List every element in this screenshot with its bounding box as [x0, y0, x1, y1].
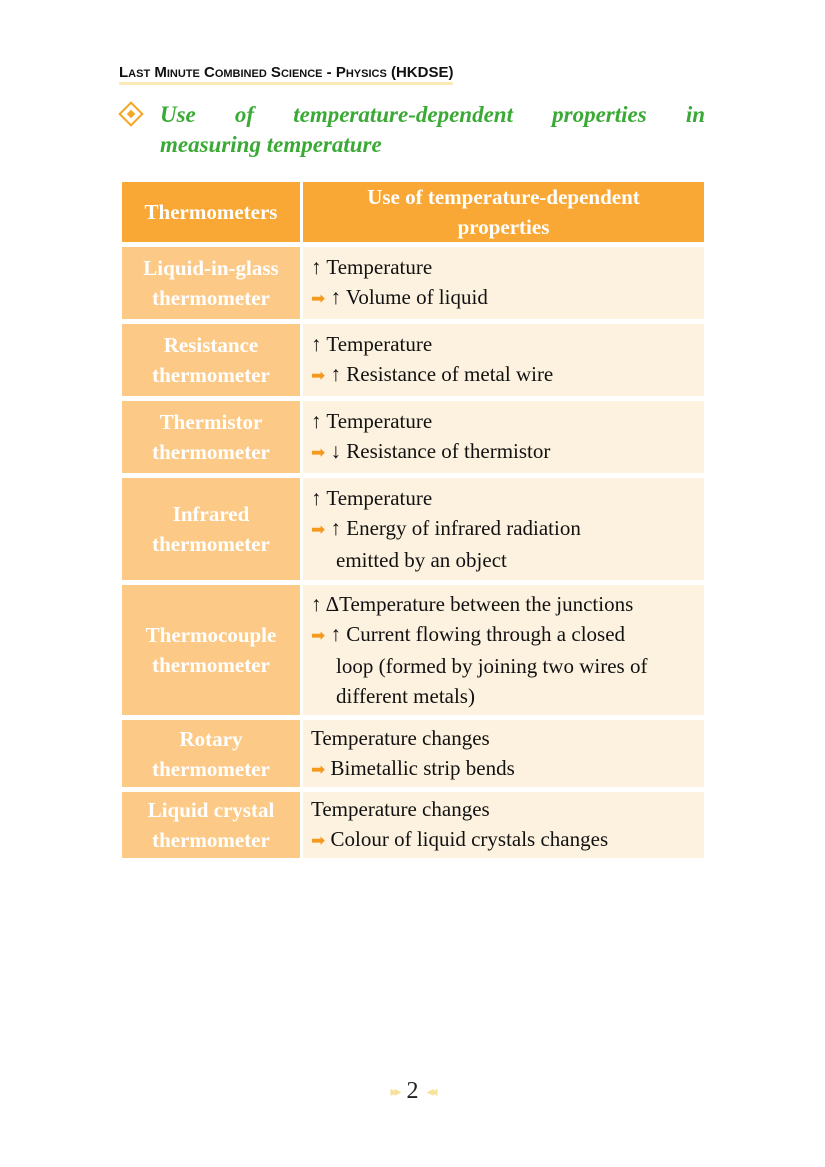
thermometer-name: Rotary thermometer	[122, 720, 300, 787]
line1: ↑ Temperature	[311, 486, 433, 510]
page-number: ▸▸ 2 ◂◂	[390, 1078, 435, 1104]
thermometer-name: Liquid-in-glass thermometer	[122, 247, 300, 319]
arrow-right-icon: ➡	[311, 443, 326, 462]
arrow-right-icon: ➡	[311, 289, 326, 308]
line2: ↑ Energy of infrared radiation	[330, 516, 581, 540]
line2: Colour of liquid crystals changes	[330, 827, 609, 851]
property-cell	[303, 792, 704, 858]
table-row	[122, 247, 704, 319]
diamond-bullet-icon	[118, 101, 143, 126]
line2: ↑ Current flowing through a closed	[330, 622, 626, 646]
line3: loop (formed by joining two wires of different metals)	[336, 654, 648, 708]
arrow-right-icon: ➡	[311, 520, 326, 539]
thermometer-name: Infrared thermometer	[122, 478, 300, 580]
table-row	[122, 324, 704, 396]
property-cell	[303, 478, 704, 580]
running-header: Last Minute Combined Science - Physics (HKDSE)	[119, 64, 453, 85]
thermometer-name: Thermistor thermometer	[122, 401, 300, 473]
line2: Bimetallic strip bends	[330, 755, 515, 780]
arrow-right-icon: ➡	[311, 626, 326, 645]
table-row	[122, 585, 704, 715]
arrow-right-icon: ➡	[311, 831, 326, 850]
line1: ↑ ΔTemperature between the junctions	[311, 592, 634, 616]
line1: Temperature changes	[311, 797, 490, 821]
line2: ↑ Volume of liquid	[330, 285, 488, 309]
line1: Temperature changes	[311, 725, 490, 750]
thermometer-name: Thermocouple thermometer	[122, 585, 300, 715]
property-cell	[303, 247, 704, 319]
header-thermometers: Thermometers	[122, 182, 300, 242]
thermometer-name: Resistance thermometer	[122, 324, 300, 396]
line1: ↑ Temperature	[311, 332, 433, 356]
property-cell	[303, 401, 704, 473]
arrow-right-icon: ➡	[311, 366, 326, 385]
line1: ↑ Temperature	[311, 255, 433, 279]
thermometer-table	[119, 177, 707, 863]
section-title: Use of temperature-dependent properties in measuring temperature	[160, 102, 705, 157]
table-header-row	[122, 182, 704, 242]
line1: ↑ Temperature	[311, 409, 433, 433]
right-chevrons-icon: ▸▸	[390, 1084, 399, 1100]
table-row	[122, 792, 704, 858]
table-row	[122, 720, 704, 787]
thermometer-name: Liquid crystal thermometer	[122, 792, 300, 858]
header-use: Use of temperature-dependent properties	[303, 182, 704, 242]
table-row	[122, 401, 704, 473]
arrow-right-icon: ➡	[311, 759, 326, 779]
line2: ↑ Resistance of metal wire	[330, 362, 554, 386]
table-row	[122, 478, 704, 580]
property-cell	[303, 720, 704, 787]
property-cell	[303, 585, 704, 715]
line2: ↓ Resistance of thermistor	[330, 439, 551, 463]
property-cell	[303, 324, 704, 396]
left-chevrons-icon: ◂◂	[426, 1084, 435, 1100]
line3: emitted by an object	[336, 548, 507, 572]
